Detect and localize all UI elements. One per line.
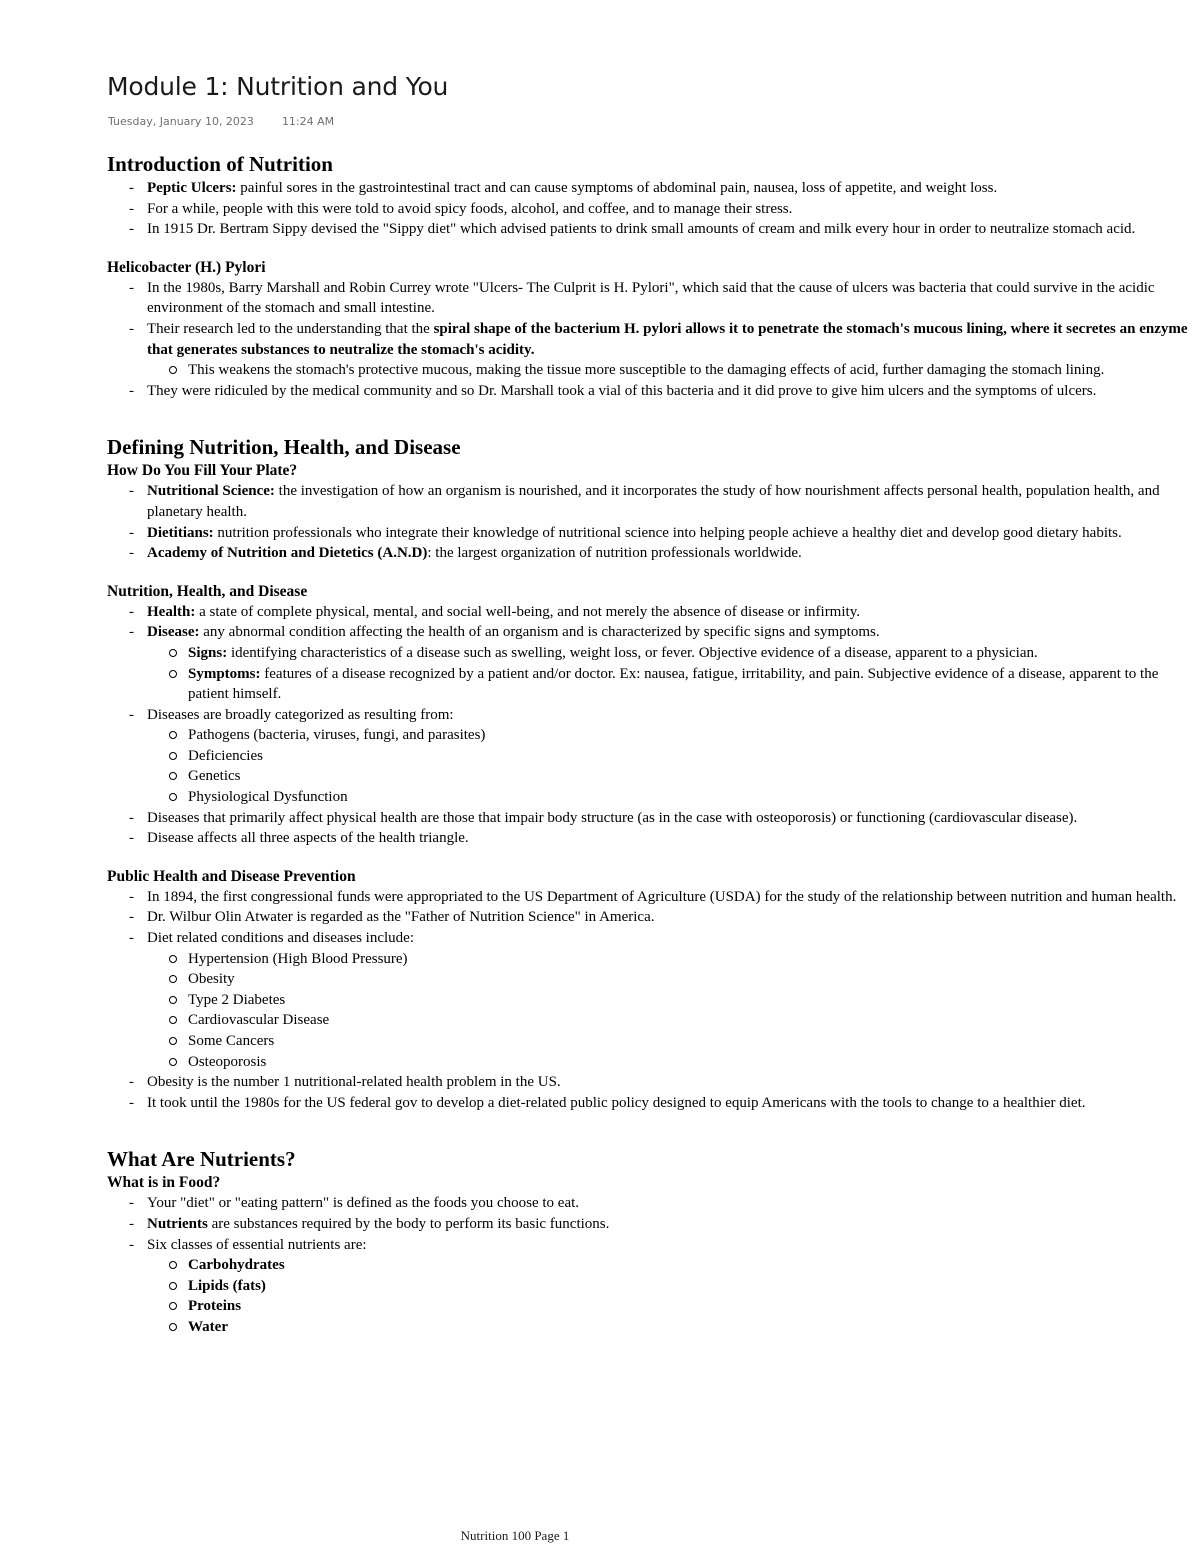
- subsection-heading: What is in Food?: [107, 1174, 221, 1192]
- subsection-heading: Nutrition, Health, and Disease: [107, 582, 308, 600]
- list-item: - In the 1980s, Barry Marshall and Robin Currey wrote "Ulcers- The Culprit is H. Pylori", which said that the cause of ulcers was bacteria that could survive in the acidic environment of the stomach and small intestine.: [129, 279, 1155, 317]
- list-item: - It took until the 1980s for the US federal gov to develop a diet-related public policy designed to equip Americans with the tools to change to a healthier diet.: [129, 1094, 1086, 1111]
- bullet-list: [107, 178, 1197, 240]
- list-item: - Academy of Nutrition and Dietetics (A.N.D): the largest organization of nutrition professionals worldwide.: [129, 545, 802, 562]
- list-item: Some Cancers: [107, 1031, 1197, 1052]
- page-datetime: [108, 115, 334, 128]
- section-heading: What Are Nutrients?: [107, 1147, 296, 1172]
- list-item: Osteoporosis: [107, 1052, 1197, 1073]
- sub-bullet-list: [147, 1255, 1197, 1337]
- page-footer: Nutrition 100 Page 1: [460, 1528, 570, 1543]
- list-item: Pathogens (bacteria, viruses, fungi, and parasites): [107, 725, 1197, 746]
- list-item: - Your "diet" or "eating pattern" is defined as the foods you choose to eat.: [129, 1195, 580, 1212]
- section-heading: Defining Nutrition, Health, and Disease: [107, 435, 461, 460]
- list-item: Water: [107, 1317, 1197, 1338]
- list-item: - Nutritional Science: the investigation of how an organism is nourished, and it incorporates the study of how nourishment affects personal health, population health, and planetary health.: [129, 483, 1160, 520]
- list-item: Symptoms: features of a disease recognized by a patient and/or doctor. Ex: nausea, fatigue, irritability, and pain. Subjective evidence of a disease, apparent to the patient himself.: [107, 664, 1197, 705]
- list-item: Genetics: [107, 766, 1197, 787]
- list-item: - Six classes of essential nutrients are: Carbohydrates Lipids (fats) Proteins Water: [107, 1235, 1197, 1338]
- list-item: Cardiovascular Disease: [107, 1010, 1197, 1031]
- list-item: - Health: a state of complete physical, mental, and social well-being, and not merely the absence of disease or infirmity.: [129, 603, 860, 620]
- list-item: Type 2 Diabetes: [107, 990, 1197, 1011]
- list-item: - They were ridiculed by the medical community and so Dr. Marshall took a vial of this bacteria and it did prove to give him ulcers and the symptoms of ulcers.: [129, 382, 1097, 399]
- bullet-list: [107, 278, 1197, 402]
- list-item: - In 1894, the first congressional funds were appropriated to the US Department of Agriculture (USDA) for the study of the relationship between nutrition and human health.: [129, 888, 1177, 905]
- list-item: This weakens the stomach's protective mucous, making the tissue more susceptible to the damaging effects of acid, further damaging the stomach lining.: [107, 360, 1197, 381]
- list-item: - Peptic Ulcers: painful sores in the gastrointestinal tract and can cause symptoms of abdominal pain, nausea, loss of appetite, and weight loss.: [129, 180, 998, 196]
- list-item: Signs: identifying characteristics of a disease such as swelling, weight loss, or fever. Objective evidence of a disease, apparent to a physician.: [107, 643, 1197, 664]
- list-item: Proteins: [107, 1296, 1197, 1317]
- bullet-list: [107, 887, 1197, 1114]
- subsection-heading: Helicobacter (H.) Pylori: [107, 258, 266, 276]
- list-item: - Disease: any abnormal condition affecting the health of an organism and is characterized by specific signs and symptoms. Signs: identifying characteristics of a disease such as swelling, weight loss, or fever. Objective evidence of a disease, apparent to a physician. Symptoms: features of a disease recognized by a patient and/or doctor. Ex: nausea, fatigue, irritability, and pain. Subjective evidence of a disease, apparent to the patient himself.: [107, 622, 1197, 704]
- sub-bullet-list: [147, 949, 1197, 1073]
- sub-bullet-list: [147, 360, 1197, 381]
- bullet-list: [107, 1193, 1197, 1337]
- list-item: - Obesity is the number 1 nutritional-related health problem in the US.: [129, 1074, 561, 1091]
- list-item: - Nutrients are substances required by the body to perform its basic functions.: [129, 1215, 610, 1232]
- page-title: Module 1: Nutrition and You: [107, 72, 449, 101]
- list-item: Physiological Dysfunction: [107, 787, 1197, 808]
- bullet-list: [107, 481, 1197, 563]
- sub-bullet-list: [147, 643, 1197, 705]
- list-item: Obesity: [107, 969, 1197, 990]
- list-item: - Disease affects all three aspects of the health triangle.: [129, 830, 469, 847]
- list-item: - Their research led to the understanding that the spiral shape of the bacterium H. pylori allows it to penetrate the stomach's mucous lining, where it secretes an enzyme that generates substances to neutralize the stomach's acidity. This weakens the stomach's protective mucous, making the tissue more susceptible to the damaging effects of acid, further damaging the stomach lining.: [107, 319, 1197, 381]
- list-item: Deficiencies: [107, 746, 1197, 767]
- subsection-heading: Public Health and Disease Prevention: [107, 867, 356, 885]
- list-item: Hypertension (High Blood Pressure): [107, 949, 1197, 970]
- list-item: Carbohydrates: [107, 1255, 1197, 1276]
- list-item: - Diseases that primarily affect physical health are those that impair body structure (as in the case with osteoporosis) or functioning (cardiovascular disease).: [129, 809, 1078, 826]
- page-time: 11:24 AM: [281, 115, 335, 128]
- list-item: Lipids (fats): [107, 1276, 1197, 1297]
- bullet-list: [107, 602, 1197, 849]
- list-item: - Dietitians: nutrition professionals who integrate their knowledge of nutritional science into helping people achieve a healthy diet and develop good dietary habits.: [129, 524, 1122, 541]
- list-item: - Diseases are broadly categorized as resulting from: Pathogens (bacteria, viruses, fungi, and parasites) Deficiencies Genetics Physiological Dysfunction: [107, 705, 1197, 808]
- subsection-heading: How Do You Fill Your Plate?: [107, 462, 298, 480]
- note-body: [107, 150, 1197, 1338]
- list-item: - For a while, people with this were told to avoid spicy foods, alcohol, and coffee, and to manage their stress.: [129, 200, 793, 217]
- list-item: - Dr. Wilbur Olin Atwater is regarded as the "Father of Nutrition Science" in America.: [129, 909, 655, 926]
- page-date: Tuesday, January 10, 2023: [108, 115, 254, 128]
- section-heading: Introduction of Nutrition: [107, 152, 333, 176]
- sub-bullet-list: [147, 725, 1197, 807]
- list-item: - In 1915 Dr. Bertram Sippy devised the "Sippy diet" which advised patients to drink small amounts of cream and milk every hour in order to neutralize stomach acid.: [129, 221, 1136, 238]
- list-item: - Diet related conditions and diseases include: Hypertension (High Blood Pressure) Obesity Type 2 Diabetes Cardiovascular Disease Some Cancers Osteoporosis: [107, 928, 1197, 1072]
